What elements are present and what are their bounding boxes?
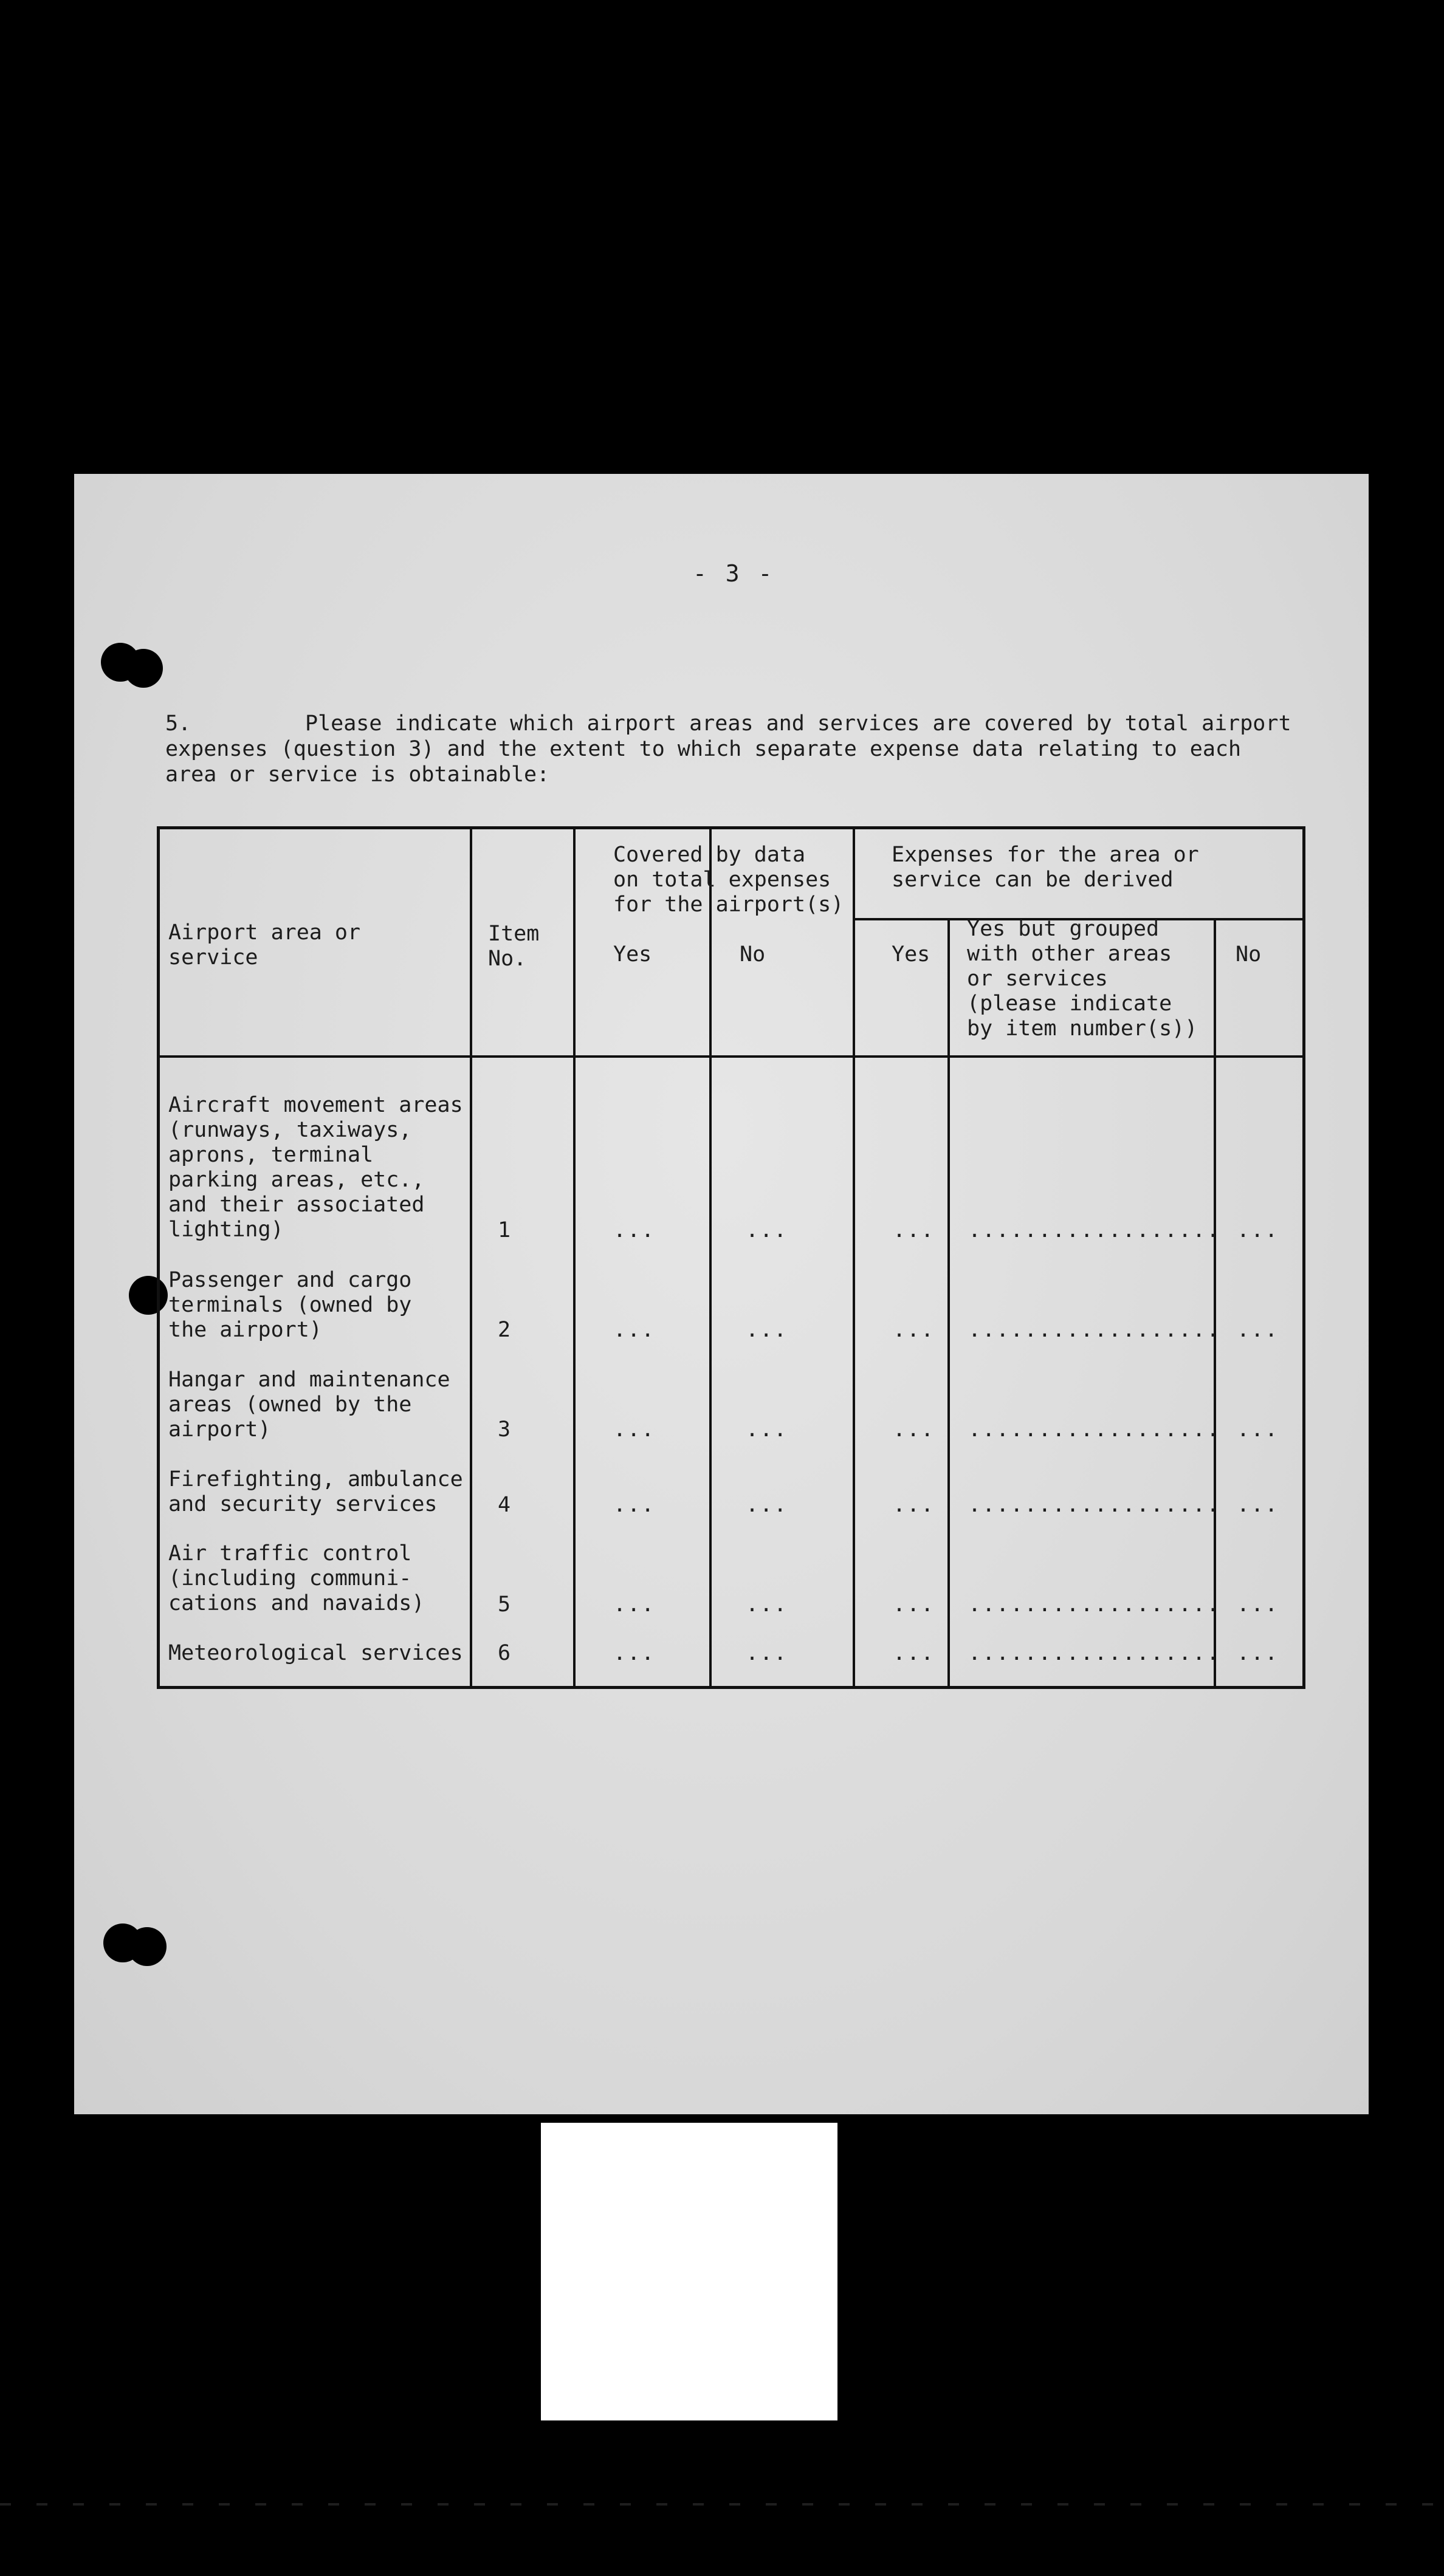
row-6-expenses-yes: ... [893,1641,935,1665]
row-2-expenses-no: ... [1237,1318,1279,1342]
row-1-expenses-no: ... [1237,1218,1279,1242]
question-number: 5. [165,711,191,736]
row-6-covered-no: ... [746,1641,788,1665]
expense-coverage-table [157,826,1305,1689]
row-2-area: Passenger and cargo terminals (owned by the airport) [168,1268,412,1342]
row-4-expenses-no: ... [1237,1493,1279,1517]
header-covered-yes: Yes [613,942,652,967]
row-6-area: Meteorological services [168,1641,463,1665]
column-divider [1214,919,1216,1686]
header-covered-no: No [740,942,766,967]
row-1-covered-no: ... [746,1218,788,1242]
row-4-expenses-grouped: .................. [968,1493,1221,1517]
row-1-covered-yes: ... [613,1218,656,1242]
header-expenses-no: No [1236,942,1262,967]
row-6-expenses-no: ... [1237,1641,1279,1665]
blank-white-slip [541,2123,837,2420]
header-bottom-rule [160,1055,1302,1058]
header-item-no: Item No. [488,922,540,971]
column-divider [947,919,950,1686]
row-3-area: Hangar and maintenance areas (owned by the airport) [168,1368,450,1442]
row-5-covered-no: ... [746,1592,788,1617]
question-intro [165,711,1296,787]
row-5-area: Air traffic control (including communi- cations and navaids) [168,1541,425,1615]
row-6-item: 6 [498,1641,511,1665]
row-3-expenses-no: ... [1237,1417,1279,1442]
row-1-expenses-yes: ... [893,1218,935,1242]
row-3-item: 3 [498,1417,511,1442]
row-3-expenses-grouped: .................. [968,1417,1221,1442]
header-covered-group: Covered by data on total expenses for the airport(s) [613,843,844,917]
column-divider [470,829,472,1686]
question-text: Please indicate which airport areas and services are covered by total airport expenses (question 3) and the extent to which separate expense data relating to each area or service is obtainable: [165,711,1291,787]
header-airport-area: Airport area or service [168,920,361,970]
row-5-expenses-no: ... [1237,1592,1279,1617]
page-number: - 3 - [693,560,775,587]
punch-hole-bottom-overlap [128,1927,167,1966]
row-4-expenses-yes: ... [893,1493,935,1517]
row-3-covered-yes: ... [613,1417,656,1442]
row-1-area: Aircraft movement areas (runways, taxiways, aprons, terminal parking areas, etc., and their associated lighting) [168,1093,463,1242]
row-5-item: 5 [498,1592,511,1617]
row-3-expenses-yes: ... [893,1417,935,1442]
row-3-covered-no: ... [746,1417,788,1442]
column-divider [853,829,855,1686]
header-expenses-group: Expenses for the area or service can be derived [892,843,1199,892]
row-2-item: 2 [498,1318,511,1342]
row-2-covered-no: ... [746,1318,788,1342]
row-1-item: 1 [498,1218,511,1242]
row-1-expenses-grouped: .................. [968,1218,1221,1242]
row-5-expenses-grouped: .................. [968,1592,1221,1617]
row-6-expenses-grouped: .................. [968,1641,1221,1665]
row-2-expenses-grouped: .................. [968,1318,1221,1342]
header-expenses-grouped: Yes but grouped with other areas or services (please indicate by item number(s)) [967,917,1198,1041]
header-expenses-yes: Yes [892,942,930,967]
row-6-covered-yes: ... [613,1641,656,1665]
row-4-item: 4 [498,1493,511,1517]
row-4-covered-no: ... [746,1493,788,1517]
row-2-covered-yes: ... [613,1318,656,1342]
column-divider [573,829,576,1686]
punch-hole-top-overlap [124,649,163,688]
row-5-expenses-yes: ... [893,1592,935,1617]
row-4-covered-yes: ... [613,1493,656,1517]
row-2-expenses-yes: ... [893,1318,935,1342]
row-4-area: Firefighting, ambulance and security services [168,1467,463,1516]
row-5-covered-yes: ... [613,1592,656,1617]
film-edge-marks [0,2503,1444,2506]
column-divider [709,829,712,1686]
